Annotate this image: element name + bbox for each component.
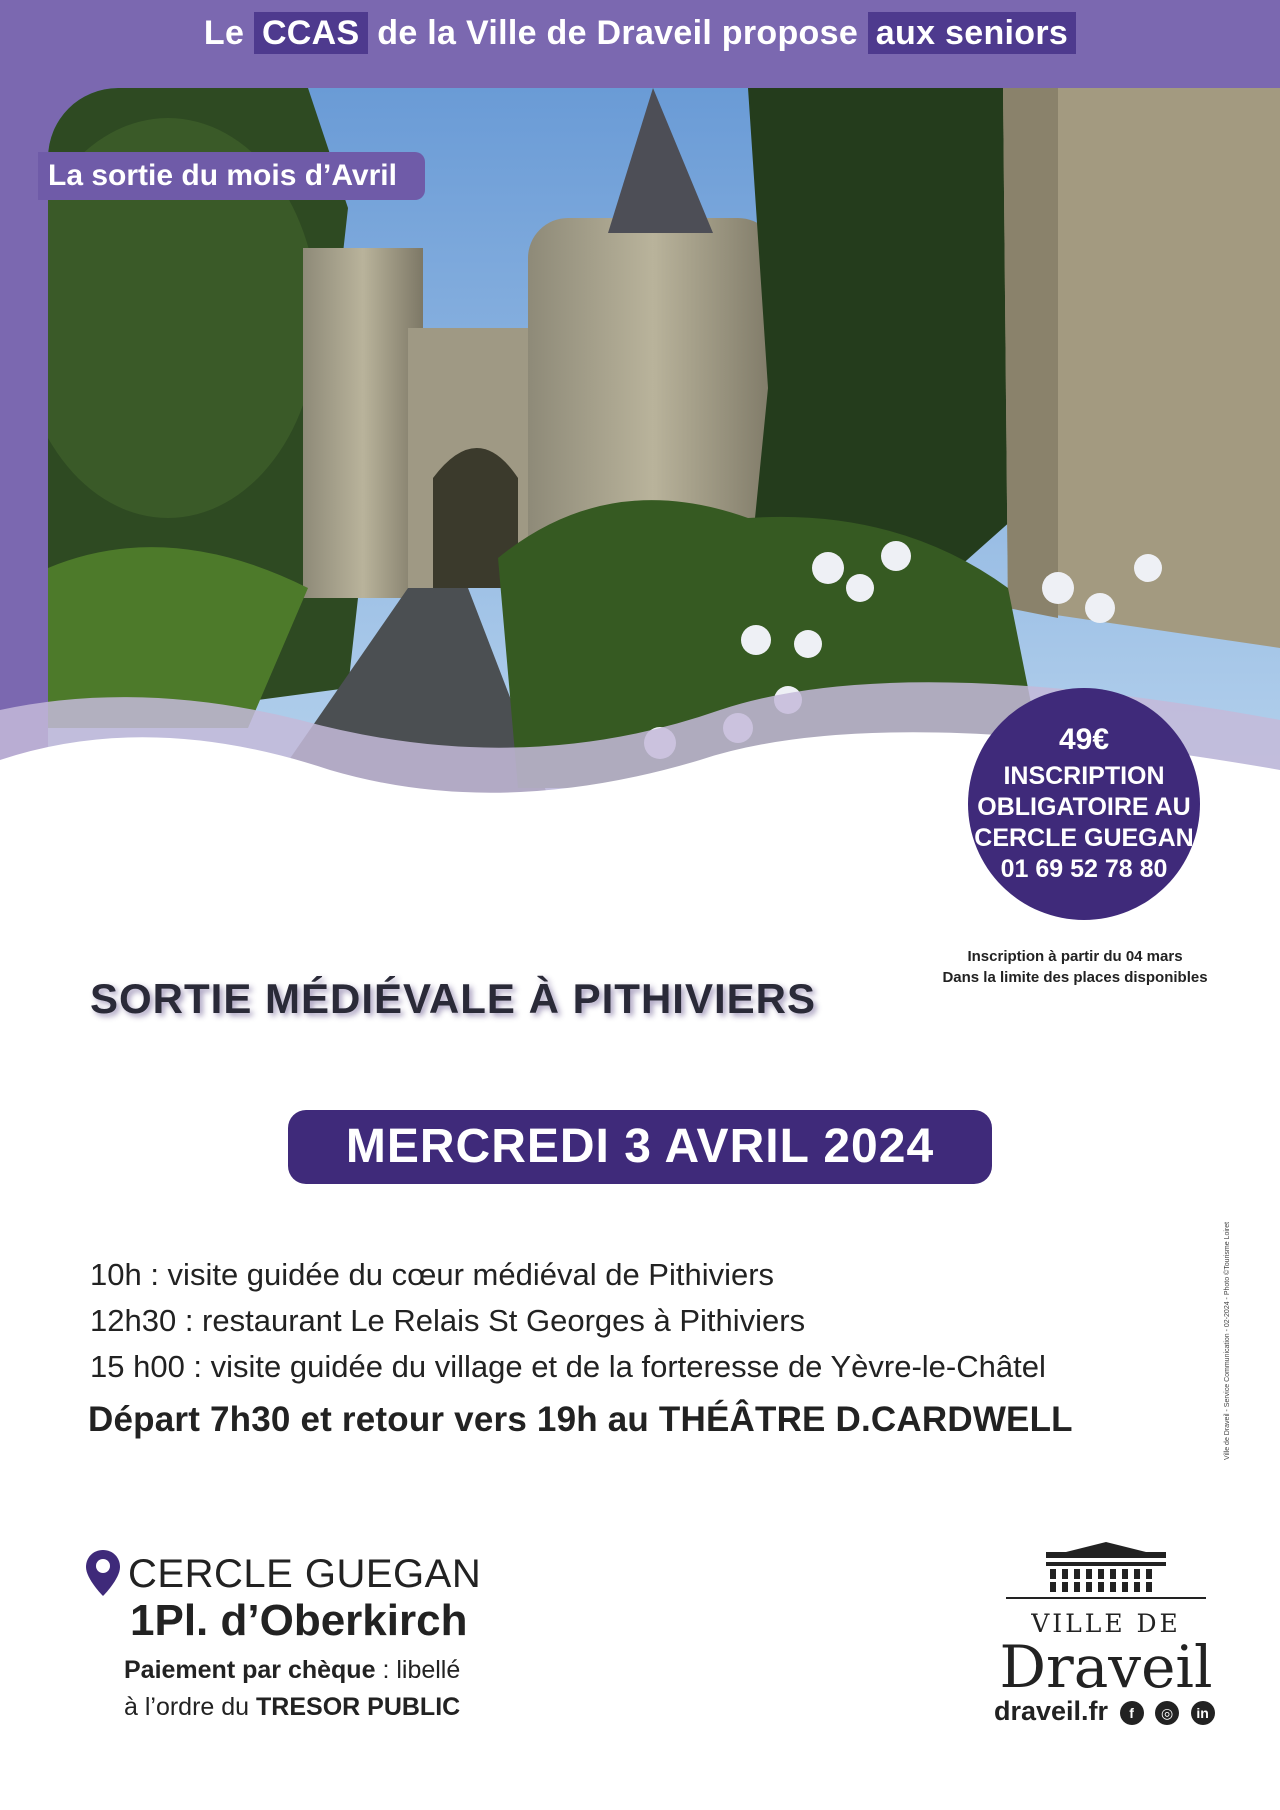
header-text-2: de la Ville de Draveil propose: [377, 14, 859, 52]
month-tag: La sortie du mois d’Avril: [38, 152, 425, 200]
registration-note: [900, 946, 1250, 988]
website-link[interactable]: draveil.fr: [994, 1696, 1109, 1726]
badge-line-1: INSCRIPTION: [1003, 762, 1165, 790]
payment-label: Paiement par chèque: [124, 1656, 376, 1684]
schedule-item-1: 10h : visite guidée du cœur médiéval de Pithiviers: [90, 1257, 775, 1292]
draveil-logo: [996, 1542, 1216, 1701]
address-street: 1Pl. d’Oberkirch: [130, 1596, 468, 1645]
header-text-1: Le: [203, 14, 245, 52]
logo-town-name: Draveil: [999, 1633, 1213, 1701]
header-highlight-ccas: CCAS: [254, 12, 368, 54]
badge-line-3: CERCLE GUEGAN: [974, 824, 1194, 852]
linkedin-icon[interactable]: in: [1191, 1701, 1215, 1725]
payment-label-rest: : libellé: [382, 1656, 461, 1684]
header-banner: [0, 14, 1280, 53]
header-highlight-seniors: aux seniors: [868, 12, 1076, 54]
schedule-item-3: 15 h00 : visite guidée du village et de la forteresse de Yèvre-le-Châtel: [90, 1349, 1046, 1384]
badge-line-2: OBLIGATOIRE AU: [977, 793, 1191, 821]
logo-ville-de: VILLE DE: [1031, 1609, 1181, 1638]
payment-info: [124, 1652, 460, 1726]
price: 49€: [1058, 723, 1110, 756]
location-pin-icon: [86, 1550, 120, 1596]
payment-line-2: à l’ordre du: [124, 1693, 250, 1721]
price-badge: [968, 688, 1200, 920]
payment-payee: TRESOR PUBLIC: [256, 1693, 461, 1721]
instagram-icon[interactable]: ◎: [1155, 1701, 1179, 1725]
date-pill: MERCREDI 3 AVRIL 2024: [288, 1110, 992, 1184]
page-title: SORTIE MÉDIÉVALE À PITHIVIERS: [90, 975, 816, 1022]
website: [994, 1696, 1215, 1727]
schedule-list: [90, 1252, 1046, 1390]
registration-note-line-1: Inscription à partir du 04 mars: [967, 948, 1183, 965]
schedule-item-2: 12h30 : restaurant Le Relais St Georges à Pithiviers: [90, 1303, 806, 1338]
departure-info: Départ 7h30 et retour vers 19h au THÉÂTRE D.CARDWELL: [88, 1400, 1073, 1439]
facebook-icon[interactable]: f: [1120, 1701, 1144, 1725]
town-hall-icon: [1006, 1542, 1206, 1600]
badge-phone: 01 69 52 78 80: [1000, 855, 1168, 883]
registration-note-line-2: Dans la limite des places disponibles: [942, 969, 1208, 986]
address-name: CERCLE GUEGAN: [128, 1552, 482, 1596]
photo-credit: Ville de Draveil - Service Communication - 02-2024 - Photo ©Tourisme Loiret: [1224, 1221, 1231, 1460]
